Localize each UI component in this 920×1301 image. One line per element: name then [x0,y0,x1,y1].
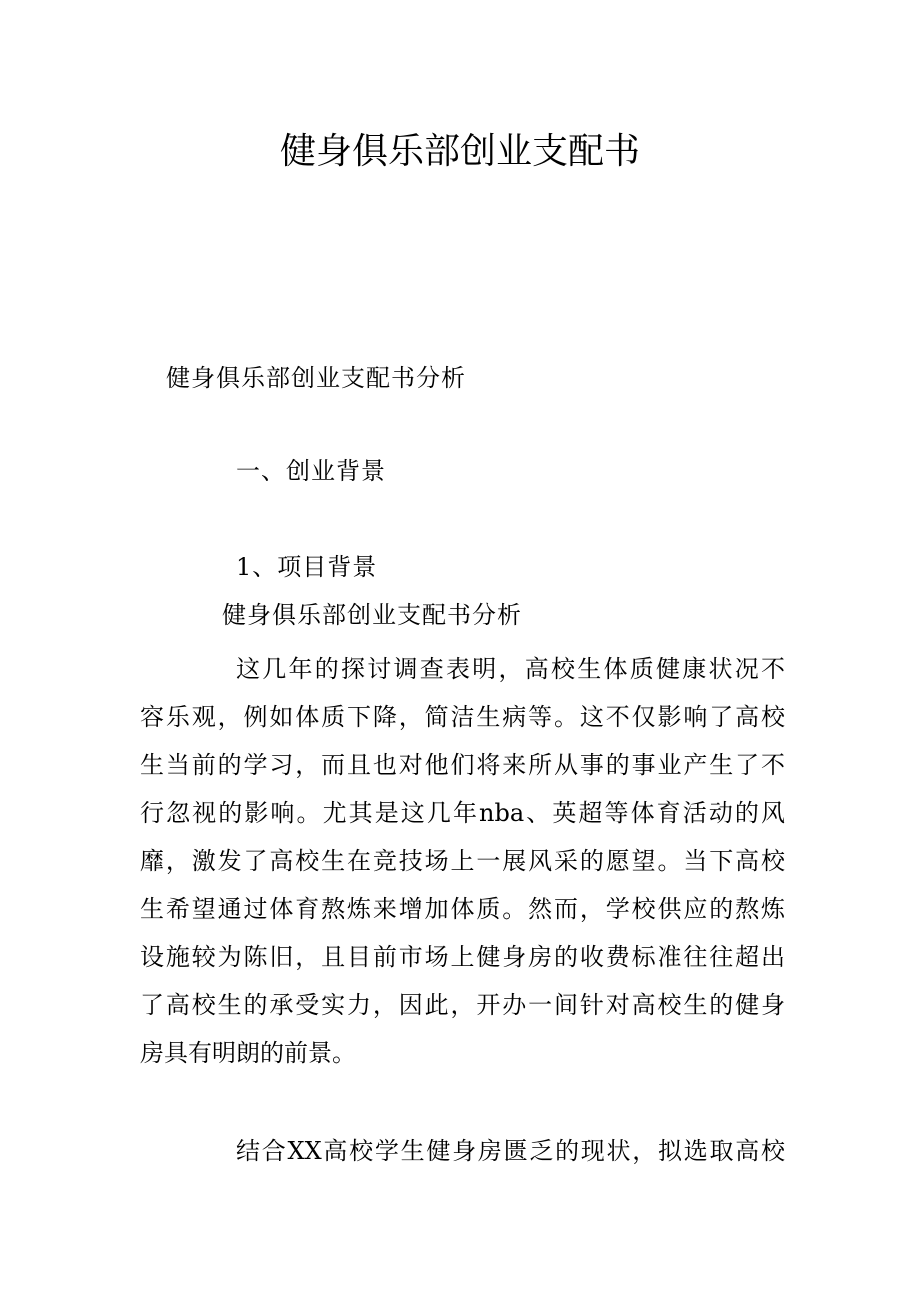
document-subtitle: 健身俱乐部创业支配书分析 [166,364,466,392]
repeated-title: 健身俱乐部创业支配书分析 [222,601,522,629]
paragraph-line: 房具有明朗的前景。 [140,1039,356,1067]
paragraph-line: 容乐观，例如体质下降，简洁生病等。这不仅影响了高校 [140,703,785,731]
paragraph-line: 这几年的探讨调查表明，高校生体质健康状况不 [236,655,785,683]
section-heading: 一、创业背景 [236,457,386,485]
paragraph-line: 设施较为陈旧，且目前市场上健身房的收费标准往往超出 [140,943,785,971]
subsection-heading: 1、项目背景 [236,553,378,581]
paragraph-line: 了高校生的承受实力，因此，开办一间针对高校生的健身 [140,991,785,1019]
document-title: 健身俱乐部创业支配书 [279,131,640,172]
paragraph-line: 靡，激发了高校生在竞技场上一展风采的愿望。当下高校 [140,847,785,875]
body-paragraph [140,645,785,1077]
next-paragraph-line: 结合XX高校学生健身房匮乏的现状，拟选取高校 [236,1137,785,1165]
paragraph-line: 生当前的学习，而且也对他们将来所从事的事业产生了不 [140,751,785,779]
paragraph-line: 行忽视的影响。尤其是这几年nba、英超等体育活动的风 [140,799,785,827]
paragraph-line: 生希望通过体育熬炼来增加体质。然而，学校供应的熬炼 [140,895,785,923]
